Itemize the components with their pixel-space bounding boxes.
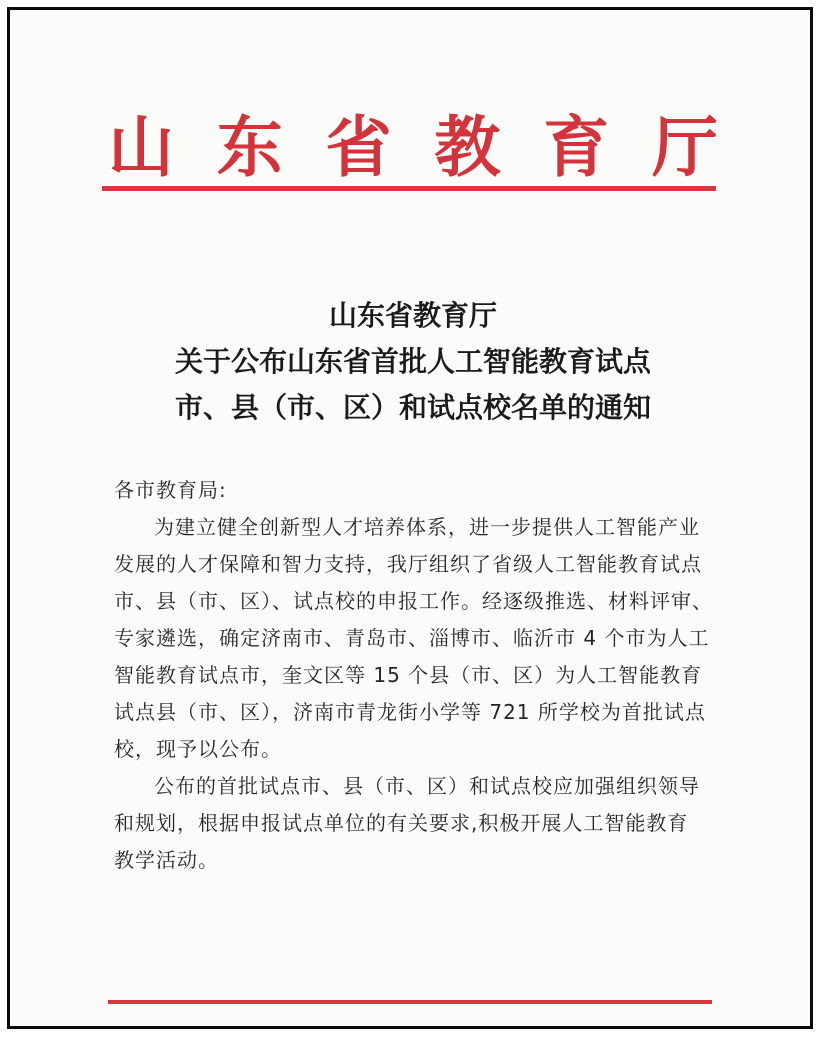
footer-divider — [108, 1000, 712, 1004]
paragraph-line: 智能教育试点市，奎文区等 15 个县（市、区）为人工智能教育 — [114, 663, 703, 687]
paragraph-line: 教学活动。 — [114, 848, 219, 872]
paragraph-line: 校，现予以公布。 — [114, 737, 282, 761]
letterhead-char: 山 — [108, 108, 174, 186]
title-line-3: 市、县（市、区）和试点校名单的通知 — [174, 391, 651, 424]
paragraph-line: 为建立健全创新型人才培养体系，进一步提供人工智能产业 — [154, 515, 700, 539]
notice-title — [10, 293, 813, 431]
paragraph-line: 公布的首批试点市、县（市、区）和试点校应加强组织领导 — [154, 774, 700, 798]
paragraph-line: 发展的人才保障和智力支持，我厅组织了省级人工智能教育试点 — [114, 552, 702, 576]
title-line-2: 关于公布山东省首批人工智能教育试点 — [174, 345, 651, 378]
paragraph-line: 和规划，根据申报试点单位的有关要求,积极开展人工智能教育 — [114, 811, 689, 835]
letterhead-divider — [102, 186, 716, 191]
paragraph-line: 试点县（市、区），济南市青龙街小学等 721 所学校为首批试点 — [114, 700, 706, 724]
letterhead-char: 东 — [216, 108, 283, 186]
paragraph-line: 专家遴选，确定济南市、青岛市、淄博市、临沂市 4 个市为人工 — [114, 626, 710, 650]
letterhead-title — [108, 110, 718, 184]
paragraph-line: 市、县（市、区）、试点校的申报工作。经逐级推选、材料评审、 — [114, 589, 713, 613]
salutation: 各市教育局: — [114, 478, 227, 502]
letterhead-char: 省 — [325, 108, 392, 186]
paragraph-1 — [114, 509, 734, 768]
letterhead-char: 厅 — [651, 108, 718, 186]
title-line-1: 山东省教育厅 — [328, 299, 497, 332]
paragraph-2 — [114, 768, 734, 879]
letterhead-char: 教 — [434, 108, 501, 186]
notice-body — [114, 472, 734, 879]
document-page — [7, 7, 813, 1029]
letterhead-char: 育 — [543, 108, 610, 186]
